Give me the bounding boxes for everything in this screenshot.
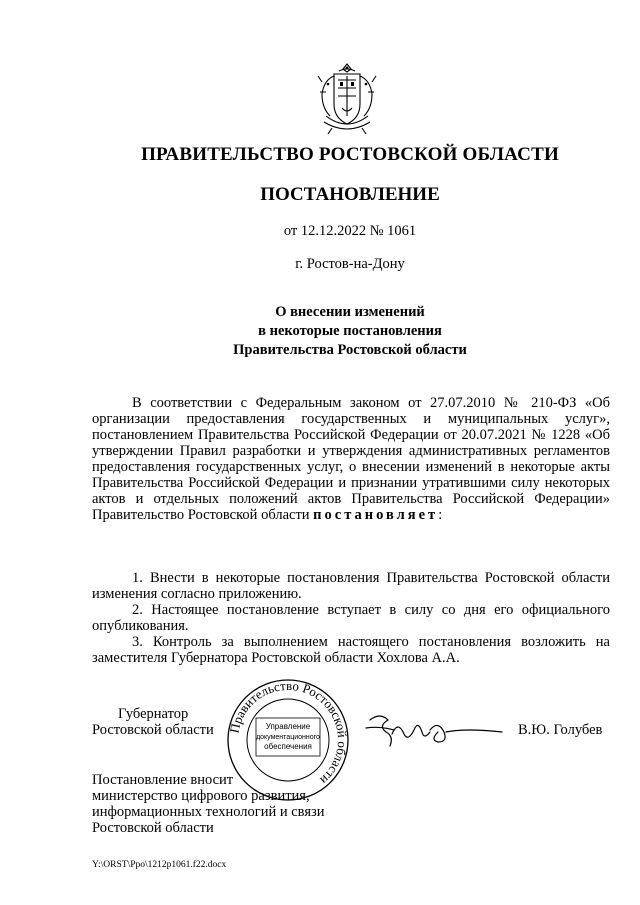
signatory-title [92,706,214,738]
government-title: ПРАВИТЕЛЬСТВО РОСТОВСКОЙ ОБЛАСТИ [141,144,559,165]
subject-line: в некоторые постановления [258,323,442,339]
subject-line: О внесении изменений [275,304,425,320]
city-line: г. Ростов-на-Дону [295,256,405,272]
date-number-line: от 12.12.2022 № 1061 [283,223,417,239]
handwritten-signature [364,708,504,752]
resolution-item: 3. Контроль за выполнением настоящего постановления возложить на заместителя Губернатора Ростовской области Хохлова А.А. [92,634,610,666]
seal-outer-text: Правительство Ростовской области [226,678,350,788]
subject-line: Правительства Ростовской области [233,342,467,358]
signatory-title-line: Ростовской области [92,722,214,738]
submitted-by-line: Ростовской области [92,820,214,836]
decree-word: постановляет [313,507,439,523]
preamble-text: В соответствии с Федеральным законом от 27.07.2010 № 210-ФЗ «Об организации предоставления государственных и муниципальных услуг», постановлением Правительства Российской Федерации от 20.07.2021 № 1228 «Об утверждении Правил разработки и утверждения административных регламентов предоставления государственных услуг, о внесении изменений в некоторые акты Правительства Российской Федерации и признании утратившими силу некоторых актов и отдельных положений актов Правительства Российской Федерации» Правительство Ростовской области [92,395,610,523]
signer-name: В.Ю. Голубев [518,722,603,738]
submitted-by-line: министерство цифрового развития, [92,788,310,804]
seal-inner-line: Управление [265,722,311,731]
coat-of-arms-icon [312,58,382,138]
resolution-items [92,570,610,666]
submitted-by-block [92,772,324,836]
seal-inner-line: обеспечения [264,742,312,751]
document-type-title: ПОСТАНОВЛЕНИЕ [260,184,440,205]
resolution-item: 1. Внести в некоторые постановления Правительства Ростовской области изменения согласно приложению. [92,570,610,602]
submitted-by-line: информационных технологий и связи [92,804,325,820]
document-subject [0,303,640,360]
signatory-title-line: Губернатор [118,706,189,722]
seal-inner-line: документационного [256,734,320,741]
resolution-item: 2. Настоящее постановление вступает в силу со дня его официального опубликования. [92,602,610,634]
submitted-by-line: Постановление вносит [92,772,234,788]
decree-colon: : [438,507,443,523]
preamble-paragraph [92,395,610,523]
file-path-footer: Y:\ORST\Ppo\1212p1061.f22.docx [92,860,227,870]
